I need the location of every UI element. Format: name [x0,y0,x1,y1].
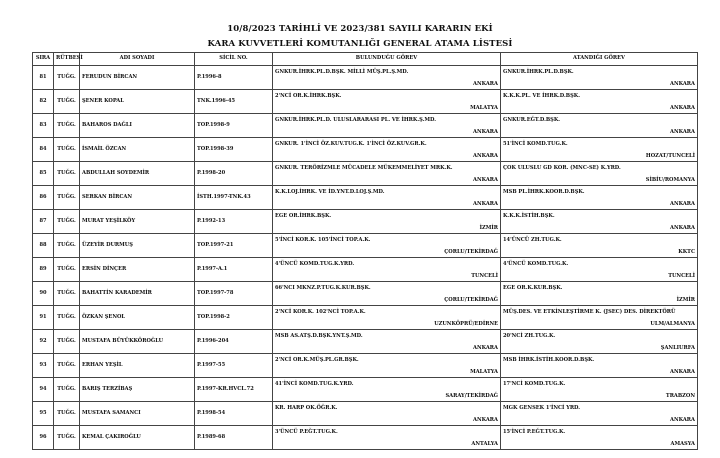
row-bulundugu-gorev: 5'İNCİ KOR.K. 105'İNCİ TOP.A.K. [275,237,371,243]
row-bulundugu-cell [273,306,501,330]
table-row [33,66,698,90]
row-adi-soyadi: ERSİN DİNÇER [80,258,195,282]
row-rutbe: TUĞG. [54,330,80,354]
row-bulundugu-yer: ANKARA [473,81,498,88]
row-adi-soyadi: ÜZEYİR DURMUŞ [80,234,195,258]
row-bulundugu-gorev: K.K.LOJ.İHRK. VE İD.YNT.D.LOJ.Ş.MD. [275,189,385,195]
row-bulundugu-cell [273,402,501,426]
row-atandigi-cell [501,378,698,402]
row-atandigi-cell [501,66,698,90]
row-sicil: P.1989-68 [195,426,273,450]
row-sicil: TOP.1997-78 [195,282,273,306]
row-sira: 91 [33,306,54,330]
row-bulundugu-yer: SARAY/TEKİRDAĞ [445,393,498,400]
row-sicil: P.1997-A.1 [195,258,273,282]
document-title: 10/8/2023 TARİHLİ VE 2023/381 SAYILI KARARIN EKİ [227,24,493,34]
row-sicil: TOP.1998-2 [195,306,273,330]
row-sicil: P.1997-55 [195,354,273,378]
row-atandigi-yer: AMASYA [670,441,695,448]
row-adi-soyadi: KEMAL ÇAKIROĞLU [80,426,195,450]
table-header-row [33,53,698,66]
row-bulundugu-yer: ÇORLU/TEKİRDAĞ [444,297,498,304]
row-atandigi-yer: SİBİU/ROMANYA [645,177,695,184]
table-row [33,258,698,282]
table-row [33,354,698,378]
row-sira: 87 [33,210,54,234]
row-adi-soyadi: MURAT YEŞİLKÖY [80,210,195,234]
row-bulundugu-yer: TUNCELİ [471,273,498,280]
row-bulundugu-yer: UZUNKÖPRÜ/EDİRNE [434,321,498,328]
row-sira: 96 [33,426,54,450]
row-atandigi-gorev: MSB PL.İHRK.KOOR.D.BŞK. [503,189,585,195]
row-atandigi-cell [501,138,698,162]
row-bulundugu-yer: ANKARA [473,345,498,352]
row-sicil: TNK.1996-45 [195,90,273,114]
table-row [33,234,698,258]
row-bulundugu-yer: ANKARA [473,417,498,424]
table-row [33,210,698,234]
row-sira: 83 [33,114,54,138]
row-rutbe: TUĞG. [54,90,80,114]
row-sicil: P.1997-KR.HVCL.72 [195,378,273,402]
row-sicil: İSTH.1997-TNK.43 [195,186,273,210]
row-bulundugu-cell [273,282,501,306]
row-atandigi-gorev: MÜŞ.DES. VE ETKİNLEŞTİRME K. (JSEC) DES. DİREKTÖRÜ [503,309,676,315]
row-atandigi-gorev: 14'ÜNCÜ ZH.TUG.K. [503,237,562,243]
row-sira: 93 [33,354,54,378]
row-adi-soyadi: MUSTAFA SAMANCI [80,402,195,426]
row-rutbe: TUĞG. [54,402,80,426]
row-bulundugu-yer: ANKARA [473,129,498,136]
row-sira: 88 [33,234,54,258]
row-atandigi-gorev: 17'NCİ KOMD.TUG.K. [503,381,566,387]
row-bulundugu-cell [273,138,501,162]
row-sira: 86 [33,186,54,210]
row-adi-soyadi: SERKAN BİRCAN [80,186,195,210]
row-atandigi-yer: HOZAT/TUNCELİ [645,153,695,160]
row-atandigi-cell [501,330,698,354]
row-bulundugu-cell [273,330,501,354]
row-atandigi-gorev: 4'ÜNCÜ KOMD.TUG.K. [503,261,569,267]
row-atandigi-cell [501,162,698,186]
row-rutbe: TUĞG. [54,306,80,330]
row-adi-soyadi: ERHAN YEŞİL [80,354,195,378]
row-atandigi-cell [501,114,698,138]
row-atandigi-gorev: 51'İNCİ KOMD.TUG.K. [503,141,568,147]
row-bulundugu-yer: MALATYA [470,105,498,112]
row-rutbe: TUĞG. [54,354,80,378]
row-atandigi-cell [501,186,698,210]
row-bulundugu-gorev: 2'NCİ KOR.K. 102'NCİ TOP.A.K. [275,309,366,315]
row-rutbe: TUĞG. [54,282,80,306]
row-bulundugu-gorev: 2'NCİ OR.K.İHRK.BŞK. [275,93,342,99]
table-row [33,186,698,210]
row-bulundugu-cell [273,258,501,282]
row-atandigi-cell [501,210,698,234]
col-header-bulundugu: BULUNDUĞU GÖREV [273,53,501,66]
row-atandigi-yer: ANKARA [670,369,695,376]
row-rutbe: TUĞG. [54,234,80,258]
row-sira: 85 [33,162,54,186]
row-bulundugu-yer: ANKARA [473,153,498,160]
row-atandigi-gorev: MSB İHRK.İSTİH.KOOR.D.BŞK. [503,357,595,363]
row-bulundugu-gorev: 41'İNCİ KOMD.TUG.K.YRD. [275,381,354,387]
row-bulundugu-gorev: MSB AS.ATŞ.D.BŞK.YNT.Ş.MD. [275,333,363,339]
row-bulundugu-gorev: 66'NCI MKNZ.P.TUG.K.KUR.BŞK. [275,285,371,291]
row-sicil: P.1996-204 [195,330,273,354]
row-sira: 82 [33,90,54,114]
row-atandigi-yer: ANKARA [670,105,695,112]
row-bulundugu-yer: ÇORLU/TEKİRDAĞ [444,249,498,256]
table-row [33,402,698,426]
table-body [33,66,698,450]
row-atandigi-gorev: MGK GENSEK 1'İNCİ YRD. [503,405,581,411]
row-sicil: P.1992-13 [195,210,273,234]
row-atandigi-gorev: 15'İNCİ P.EĞT.TUG.K. [503,429,566,435]
row-bulundugu-gorev: 2'NCİ OR.K.MÜŞ.PL.GR.BŞK. [275,357,359,363]
row-atandigi-yer: ANKARA [670,81,695,88]
row-atandigi-yer: TUNCELİ [668,273,695,280]
row-bulundugu-gorev: EGE OR.İHRK.BŞK. [275,213,332,219]
row-sira: 84 [33,138,54,162]
table-row [33,282,698,306]
row-atandigi-gorev: GNKUR.EĞT.D.BŞK. [503,117,561,123]
row-atandigi-gorev: K.K.K.PL. VE İHRK.D.BŞK. [503,93,580,99]
row-bulundugu-gorev: GNKUR.İHRK.PL.D. ULUSLARARASI PL. VE İHRK.Ş.MD. [275,117,437,123]
row-adi-soyadi: ABDULLAH SOYDEMİR [80,162,195,186]
row-atandigi-yer: ANKARA [670,201,695,208]
row-atandigi-gorev: 20'NCİ ZH.TUG.K. [503,333,556,339]
table-row [33,306,698,330]
row-bulundugu-yer: ANKARA [473,177,498,184]
table-row [33,114,698,138]
row-atandigi-gorev: K.K.K.İSTİH.BŞK. [503,213,555,219]
row-bulundugu-yer: ANKARA [473,201,498,208]
row-adi-soyadi: MUSTAFA BÜYÜKKÖROĞLU [80,330,195,354]
row-rutbe: TUĞG. [54,210,80,234]
row-rutbe: TUĞG. [54,114,80,138]
row-rutbe: TUĞG. [54,162,80,186]
table-row [33,90,698,114]
row-rutbe: TUĞG. [54,378,80,402]
row-adi-soyadi: BARIŞ TERZİBAŞ [80,378,195,402]
row-bulundugu-gorev: 4'ÜNCÜ KOMD.TUG.K.YRD. [275,261,355,267]
row-bulundugu-gorev: GNKUR.İHRK.PL.D.BŞK. MİLLİ MÜŞ.PL.Ş.MD. [275,69,409,75]
row-rutbe: TUĞG. [54,138,80,162]
row-atandigi-cell [501,282,698,306]
row-sicil: P.1998-54 [195,402,273,426]
row-bulundugu-cell [273,114,501,138]
row-bulundugu-cell [273,354,501,378]
row-bulundugu-gorev: 3'ÜNCÜ P.EĞT.TUG.K. [275,429,338,435]
row-bulundugu-gorev: GNKUR. TERÖRİZMLE MÜCADELE MÜKEMMELİYET MRK.K. [275,165,453,171]
row-bulundugu-gorev: GNKUR. 1'İNCİ ÖZ.KUV.TUG.K. 1'İNCİ ÖZ.KUV.GR.K. [275,141,427,147]
row-atandigi-yer: TRABZON [665,393,695,400]
row-bulundugu-cell [273,426,501,450]
row-rutbe: TUĞG. [54,426,80,450]
row-sira: 94 [33,378,54,402]
row-atandigi-cell [501,354,698,378]
row-atandigi-yer: ULM/ALMANYA [650,321,695,328]
row-sira: 89 [33,258,54,282]
row-sicil: TOP.1997-21 [195,234,273,258]
row-sicil: TOP.1998-9 [195,114,273,138]
row-atandigi-cell [501,306,698,330]
row-atandigi-yer: ŞANLIURFA [660,345,695,352]
row-atandigi-yer: KKTC [678,249,695,256]
row-bulundugu-cell [273,66,501,90]
table-row [33,138,698,162]
row-bulundugu-yer: MALATYA [470,369,498,376]
col-header-sira: SIRA [33,53,54,66]
row-atandigi-cell [501,258,698,282]
row-sicil: TOP.1998-39 [195,138,273,162]
col-header-adi-soyadi: ADI SOYADI [80,53,195,66]
row-bulundugu-yer: İZMİR [479,225,498,232]
row-adi-soyadi: ŞENER KOPAL [80,90,195,114]
col-header-rutbesi: RÜTBESİ [54,53,80,66]
col-header-sicil: SİCİL NO. [195,53,273,66]
table-row [33,330,698,354]
row-adi-soyadi: BAHAROS DAĞLI [80,114,195,138]
row-atandigi-gorev: GNKUR.İHRK.PL.D.BŞK. [503,69,574,75]
row-adi-soyadi: FERUDUN BİRCAN [80,66,195,90]
row-sicil: P.1998-20 [195,162,273,186]
document-subtitle: KARA KUVVETLERİ KOMUTANLIĞI GENERAL ATAMA LİSTESİ [207,39,513,49]
row-sira: 81 [33,66,54,90]
row-rutbe: TUĞG. [54,66,80,90]
row-atandigi-yer: ANKARA [670,225,695,232]
row-atandigi-gorev: ÇOK ULUSLU GD KOR. (MNC-SE) K.YRD. [503,165,621,171]
row-atandigi-cell [501,402,698,426]
row-rutbe: TUĞG. [54,258,80,282]
row-bulundugu-gorev: KR. HARP OK.ÖĞR.K. [275,405,338,411]
row-sira: 90 [33,282,54,306]
row-bulundugu-cell [273,210,501,234]
row-atandigi-cell [501,426,698,450]
row-bulundugu-cell [273,186,501,210]
assignment-table [32,52,698,450]
row-adi-soyadi: İSMAİL ÖZCAN [80,138,195,162]
row-sira: 95 [33,402,54,426]
col-header-atandigi: ATANDIĞI GÖREV [501,53,698,66]
row-bulundugu-yer: ANTALYA [471,441,498,448]
row-bulundugu-cell [273,234,501,258]
row-atandigi-yer: ANKARA [670,129,695,136]
row-atandigi-cell [501,90,698,114]
table-row [33,426,698,450]
row-sira: 92 [33,330,54,354]
row-adi-soyadi: ÖZKAN ŞENOL [80,306,195,330]
row-rutbe: TUĞG. [54,186,80,210]
row-atandigi-gorev: EGE OR.K.KUR.BŞK. [503,285,563,291]
table-row [33,378,698,402]
row-bulundugu-cell [273,378,501,402]
row-sicil: P.1996-8 [195,66,273,90]
row-bulundugu-cell [273,162,501,186]
row-atandigi-yer: İZMİR [676,297,695,304]
row-adi-soyadi: BAHATTİN KARADEMİR [80,282,195,306]
row-atandigi-yer: ANKARA [670,417,695,424]
row-atandigi-cell [501,234,698,258]
table-row [33,162,698,186]
row-bulundugu-cell [273,90,501,114]
